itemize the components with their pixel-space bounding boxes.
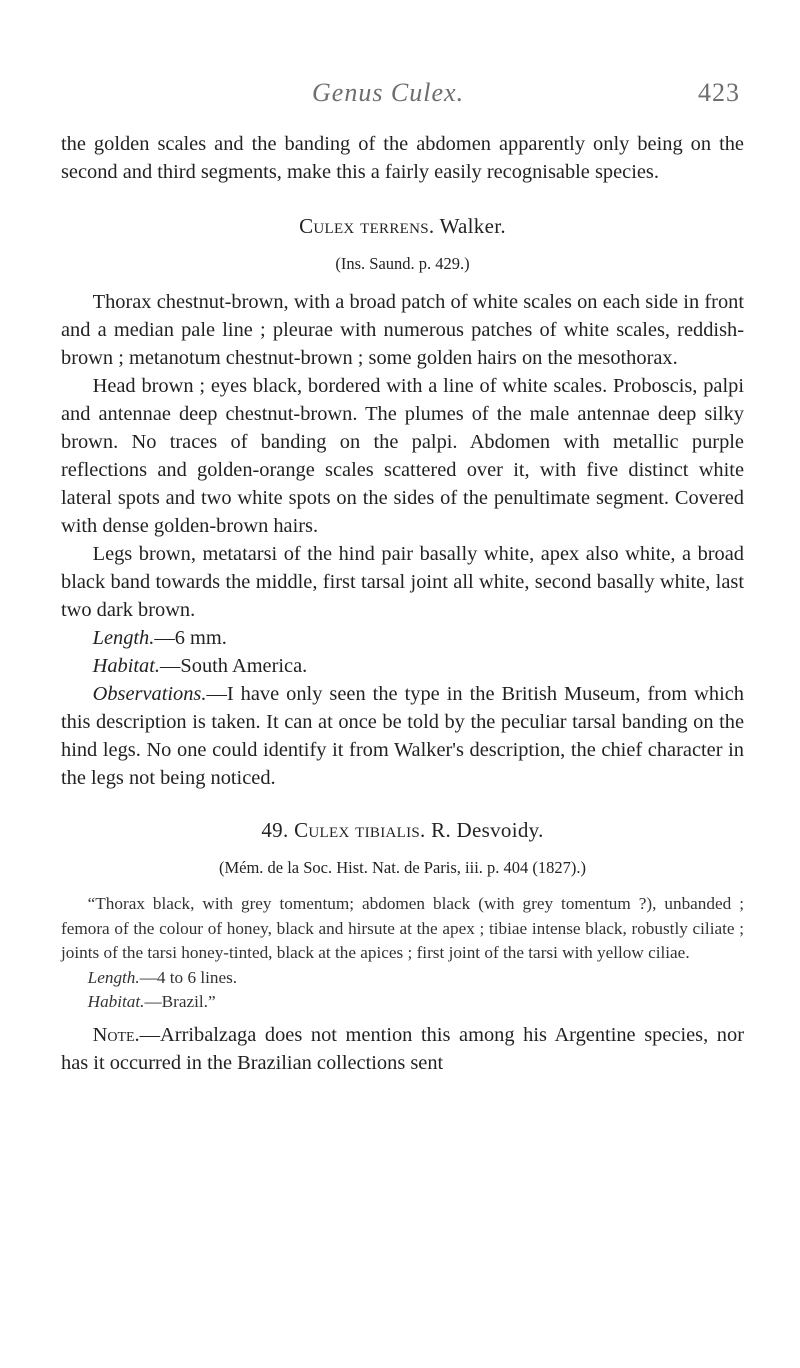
spacer [61,1015,744,1017]
observations-text: —I have only seen the type in the British Museum, from which this description is taken. It can at once be told by the peculiar tarsal banding on the hind legs. No one could identify it from Walker's description, the chief character in the legs not being noticed. [61,683,744,789]
species-heading-culex-tibialis [61,816,744,844]
quote-habitat-value: —Brazil.” [144,992,216,1011]
page-number: 423 [698,78,740,107]
quote-length-value: —4 to 6 lines. [139,967,238,987]
length-label: Length. [92,627,155,649]
habitat-label: Habitat. [92,655,161,677]
note-label: Note. [92,1023,140,1046]
running-title: Genus Culex. [312,78,465,107]
quote-paragraph: “Thorax black, with grey tomentum; abdomen black (with grey tomentum ?), unbanded ; femora of the colour of honey, black and hirsute at the apex ; tibiae intense black, robustly ciliate ; joints of the tarsi honey-tinted, black at the apices ; first joint of the tarsi with yellow ciliae. [61,894,744,962]
species-reference: (Ins. Saund. p. 429.) [335,254,470,273]
quote-length-label: Length. [87,967,140,987]
paragraph-legs: Legs brown, metatarsi of the hind pair basally white, apex also white, a broad black band towards the middle, first tarsal joint all white, second basally white, last two dark brown. [61,543,744,621]
species-number: 49. [261,818,289,842]
habitat-value: —South America. [160,655,308,677]
species-heading-culex-terrens [61,212,744,240]
page-header [0,78,800,118]
species-name: Culex terrens. [299,214,435,238]
quote-length-line [61,966,744,991]
observations-label: Observations. [92,683,207,705]
species-reference: (Mém. de la Soc. Hist. Nat. de Paris, iii. p. 404 (1827).) [218,858,587,877]
note-text: —Arribalzaga does not mention this among his Argentine species, nor has it occurred in the Brazilian collections sent [61,1023,744,1074]
paragraph-thorax: Thorax chestnut-brown, with a broad patch of white scales on each side in front and a median pale line ; pleurae with numerous patches of white scales, reddish-brown ; metanotum chestnut-brown ; some golden hairs on the mesothorax. [61,291,744,369]
note-paragraph [61,1021,744,1077]
species-author: Walker. [439,214,506,238]
length-line [61,624,744,652]
quoted-description [61,892,744,1015]
habitat-line [61,652,744,680]
quote-habitat-label: Habitat. [87,992,145,1011]
species-name: Culex tibialis. [294,818,426,842]
length-value: —6 mm. [154,627,227,649]
paragraph-head: Head brown ; eyes black, bordered with a line of white scales. Proboscis, palpi and antennae deep chestnut-brown. The plumes of the male antennae deep silky brown. No traces of banding on the palpi. Abdomen with metallic purple reflections and golden-orange scales scattered over it, with five distinct white lateral spots and two white spots on the sides of the penultimate segment. Covered with dense golden-brown hairs. [61,375,744,537]
quote-habitat-line [61,990,744,1015]
observations-paragraph [61,680,744,792]
paragraph-continuation: the golden scales and the banding of the abdomen apparently only being on the second and third segments, make this a fairly easily recognisable species. [61,133,744,183]
page-body [61,130,744,1077]
species-author: R. Desvoidy. [431,818,544,842]
